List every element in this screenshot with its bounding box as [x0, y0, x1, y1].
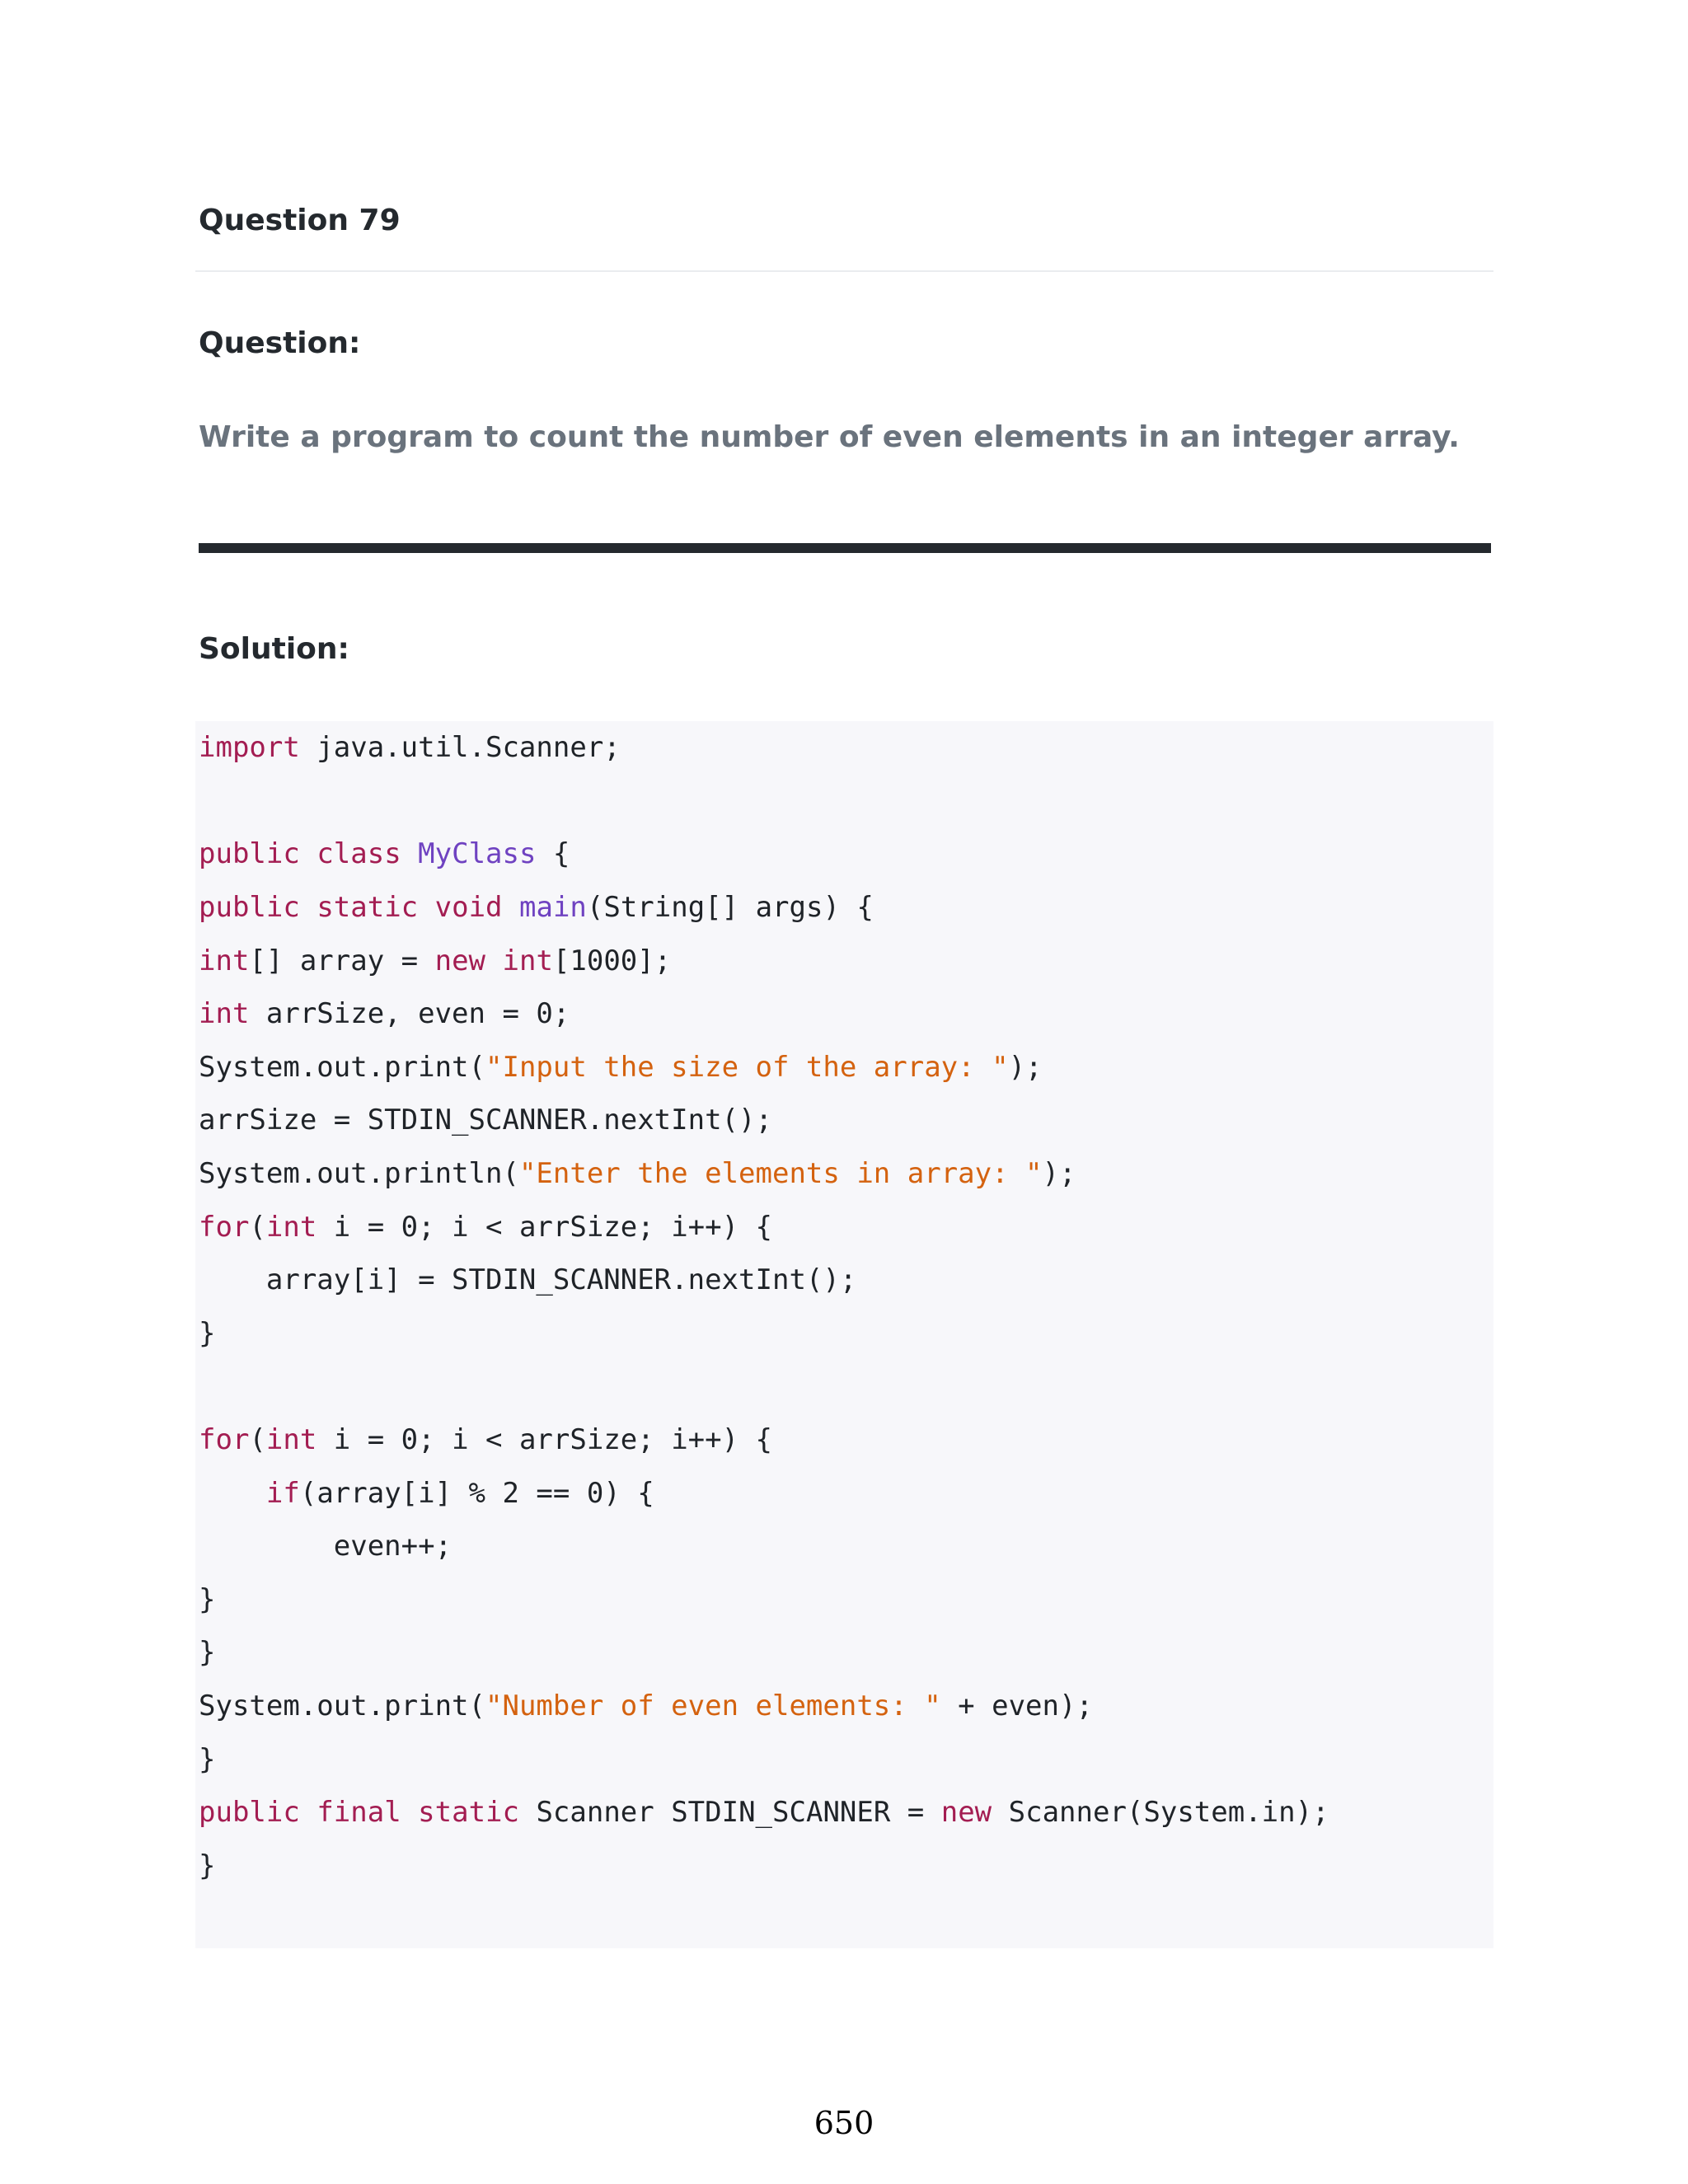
code-token: i = 0; i < arrSize; i++) {	[316, 1423, 773, 1457]
heading-divider	[195, 270, 1493, 272]
code-token: java.util.Scanner;	[299, 731, 621, 765]
code-token: "Number of even elements: "	[485, 1689, 941, 1722]
code-line	[199, 1094, 1329, 1147]
code-token: final	[316, 1796, 401, 1830]
code-line	[199, 1360, 1329, 1413]
code-token: public	[199, 1796, 300, 1830]
code-token	[401, 1796, 418, 1829]
code-line	[199, 1466, 1329, 1520]
code-token: even++;	[199, 1530, 452, 1563]
code-token: new	[434, 944, 486, 977]
code-line	[199, 1786, 1329, 1840]
code-token	[503, 891, 519, 924]
code-token: "Enter the elements in array: "	[518, 1157, 1043, 1191]
code-line	[199, 881, 1329, 935]
code-token: public	[199, 837, 300, 871]
code-token: }	[199, 1316, 216, 1350]
code-token: }	[199, 1636, 216, 1670]
code-token: i = 0; i < arrSize; i++) {	[316, 1210, 773, 1244]
code-token	[199, 1477, 266, 1510]
code-token: [] array =	[249, 944, 435, 977]
code-line	[199, 1200, 1329, 1254]
question-number-heading: Question 79	[199, 204, 401, 237]
code-token: public	[199, 891, 300, 925]
code-line	[199, 827, 1329, 881]
code-token: (array[i] % 2 == 0) {	[299, 1476, 654, 1510]
code-token: new	[940, 1796, 992, 1830]
code-line	[199, 1413, 1329, 1467]
code-token: (String[] args) {	[586, 891, 874, 925]
solution-label: Solution:	[199, 632, 349, 666]
code-token: + even);	[940, 1689, 1093, 1722]
code-token: int	[199, 944, 250, 977]
code-line	[199, 1041, 1329, 1094]
code-line	[199, 1732, 1329, 1786]
code-line	[199, 1254, 1329, 1307]
code-token: import	[199, 731, 300, 765]
code-token	[300, 891, 316, 924]
question-text: Write a program to count the number of even elements in an integer array.	[199, 420, 1460, 454]
code-line	[199, 1147, 1329, 1201]
code-token: }	[199, 1849, 216, 1882]
code-token: static	[418, 1796, 519, 1830]
code-token: static	[316, 891, 419, 925]
code-token: int	[199, 997, 250, 1031]
code-token: int	[265, 1423, 317, 1457]
code-token: arrSize = STDIN_SCANNER.nextInt();	[199, 1104, 772, 1137]
code-line	[199, 934, 1329, 987]
section-divider	[199, 543, 1491, 553]
code-token: if	[265, 1476, 300, 1510]
code-token: Scanner STDIN_SCANNER =	[518, 1796, 941, 1830]
code-token	[300, 1796, 316, 1829]
code-line	[199, 1520, 1329, 1573]
code-line	[199, 1626, 1329, 1680]
code-token: arrSize, even = 0;	[249, 997, 570, 1031]
code-token: int	[502, 944, 553, 977]
code-line	[199, 721, 1329, 775]
code-line	[199, 987, 1329, 1041]
code-lines	[199, 721, 1329, 1892]
code-line	[199, 1680, 1329, 1733]
code-token: void	[434, 891, 503, 925]
code-token	[300, 837, 316, 870]
code-token	[401, 837, 418, 870]
page-number: 650	[814, 2105, 874, 2141]
code-line	[199, 775, 1329, 828]
code-token: }	[199, 1582, 216, 1616]
code-block	[195, 721, 1493, 1948]
question-label: Question:	[199, 326, 361, 360]
code-token	[418, 891, 434, 924]
code-token	[485, 944, 502, 977]
code-token: for	[199, 1210, 250, 1244]
code-token: (	[249, 1210, 266, 1244]
code-token: System.out.print(	[199, 1050, 485, 1084]
code-token: System.out.println(	[199, 1157, 519, 1191]
code-token: int	[265, 1210, 317, 1244]
code-token: );	[1008, 1050, 1043, 1084]
code-token: );	[1042, 1157, 1076, 1191]
code-token: }	[199, 1742, 216, 1776]
code-token: for	[199, 1423, 250, 1457]
code-line	[199, 1307, 1329, 1361]
code-line	[199, 1573, 1329, 1627]
code-token: array[i] = STDIN_SCANNER.nextInt();	[199, 1263, 857, 1297]
code-token: main	[519, 891, 587, 925]
code-token: MyClass	[418, 837, 537, 871]
code-token: (	[249, 1423, 266, 1457]
code-token: {	[536, 837, 570, 871]
code-token: Scanner(System.in);	[992, 1796, 1329, 1830]
code-token: System.out.print(	[199, 1689, 485, 1722]
code-token: "Input the size of the array: "	[485, 1050, 1009, 1084]
code-token: [1000];	[552, 944, 672, 977]
code-line	[199, 1839, 1329, 1892]
code-token: class	[316, 837, 401, 871]
